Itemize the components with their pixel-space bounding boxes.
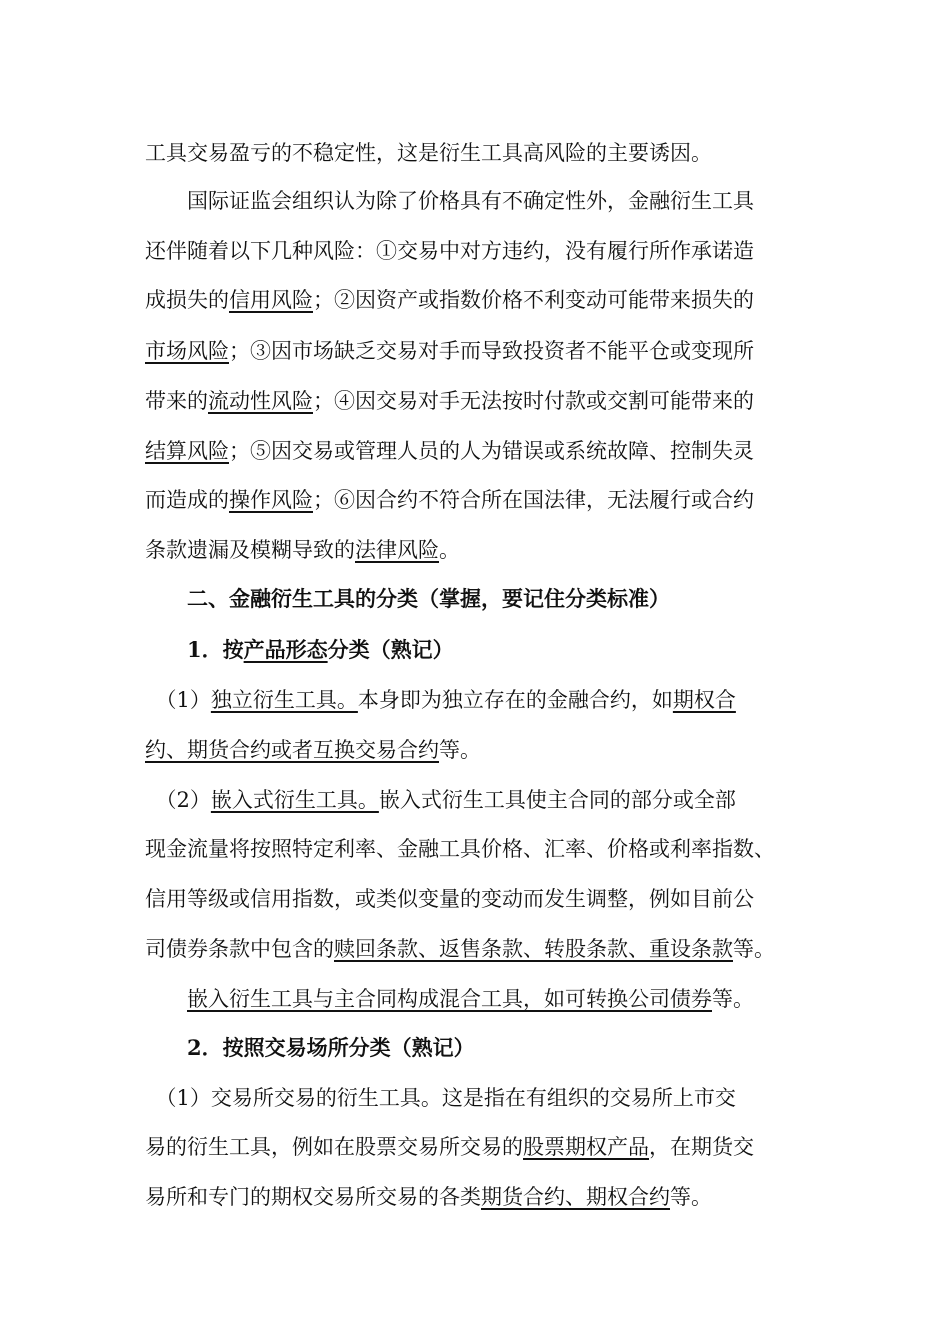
text-span: 司债券条款中包含的: [145, 937, 334, 961]
underlined-term: 操作风险: [229, 488, 313, 512]
text-span: 等。: [439, 738, 481, 762]
section-heading: [145, 635, 825, 665]
text-span: ，在期货交: [649, 1135, 754, 1159]
text-line: [145, 1083, 825, 1113]
text-line: [145, 485, 825, 515]
text-line: [145, 336, 825, 366]
underlined-term: 约、期货合约或者互换交易合约: [145, 738, 439, 762]
underlined-term: 市场风险: [145, 339, 229, 363]
underlined-term: 嵌入式衍生工具。: [210, 788, 379, 812]
text-span: （1）: [145, 688, 211, 712]
text-line: [145, 1132, 825, 1162]
text-span: 等。: [712, 987, 754, 1011]
text-span: 条款遗漏及模糊导致的: [145, 538, 355, 562]
text-span: 嵌入式衍生工具使主合同的部分或全部: [378, 788, 736, 812]
text-line: [145, 785, 825, 815]
text-span: 带来的: [145, 389, 208, 413]
text-line: [145, 285, 825, 315]
text-line: [145, 186, 825, 216]
text-span: 。: [439, 538, 460, 562]
text-span: 成损失的: [145, 288, 229, 312]
text-span: 等。: [670, 1185, 712, 1209]
text-span: ；③因市场缺乏交易对手而导致投资者不能平仓或变现所: [229, 339, 754, 363]
text-line: [145, 884, 825, 914]
text-span: 而造成的: [145, 488, 229, 512]
text-span: 信用等级或信用指数，或类似变量的变动而发生调整，例如目前公: [145, 887, 754, 911]
underlined-term: 嵌入衍生工具与主合同构成混合工具，如可转换公司债券: [187, 987, 712, 1011]
underlined-term: 结算风险: [145, 439, 229, 463]
underlined-term: 流动性风险: [208, 389, 313, 413]
text-span: ；⑤因交易或管理人员的人为错误或系统故障、控制失灵: [229, 439, 754, 463]
text-span: ；⑥因合约不符合所在国法律，无法履行或合约: [313, 488, 754, 512]
text-span: （2）: [145, 788, 211, 812]
underlined-term: 法律风险: [355, 538, 439, 562]
underlined-term: 赎回条款、返售条款、转股条款、重设条款: [334, 937, 733, 961]
text-line: [145, 735, 825, 765]
text-line: [145, 386, 825, 416]
text-span: 现金流量将按照特定利率、金融工具价格、汇率、价格或利率指数、: [145, 837, 775, 861]
text-line: [145, 138, 825, 168]
text-line: [145, 436, 825, 466]
text-span: （1）交易所交易的衍生工具。这是指在有组织的交易所上市交: [145, 1086, 736, 1110]
underlined-term: 产品形态: [243, 637, 328, 662]
text-span: 工具交易盈亏的不稳定性，这是衍生工具高风险的主要诱因。: [145, 141, 712, 165]
text-line: [145, 1182, 825, 1212]
underlined-term: 独立衍生工具。: [210, 688, 358, 712]
text-line: [145, 685, 825, 715]
text-span: 本身即为独立存在的金融合约，如: [357, 688, 673, 712]
section-heading: [145, 1033, 825, 1063]
text-line: [145, 984, 825, 1014]
section-heading: [145, 584, 825, 614]
text-span: 分类（熟记）: [327, 637, 454, 662]
text-line: [145, 834, 825, 864]
text-span: ；②因资产或指数价格不利变动可能带来损失的: [313, 288, 754, 312]
text-line: [145, 934, 825, 964]
text-span: 易所和专门的期权交易所交易的各类: [145, 1185, 481, 1209]
text-span: [145, 987, 187, 1011]
text-span: 等。: [733, 937, 775, 961]
text-span: ；④因交易对手无法按时付款或交割可能带来的: [313, 389, 754, 413]
underlined-term: 信用风险: [229, 288, 313, 312]
text-line: [145, 535, 825, 565]
text-span: 2．按照交易场所分类（熟记）: [145, 1035, 475, 1060]
text-span: 还伴随着以下几种风险：①交易中对方违约，没有履行所作承诺造: [145, 239, 754, 263]
underlined-term: 期权合: [672, 688, 736, 712]
text-span: 二、金融衍生工具的分类（掌握，要记住分类标准）: [145, 586, 670, 611]
text-span: 1．按: [145, 637, 244, 662]
underlined-term: 股票期权产品: [523, 1135, 649, 1159]
text-span: 国际证监会组织认为除了价格具有不确定性外，金融衍生工具: [145, 189, 754, 213]
underlined-term: 期货合约、期权合约: [481, 1185, 670, 1209]
text-span: 易的衍生工具，例如在股票交易所交易的: [145, 1135, 523, 1159]
text-line: [145, 236, 825, 266]
